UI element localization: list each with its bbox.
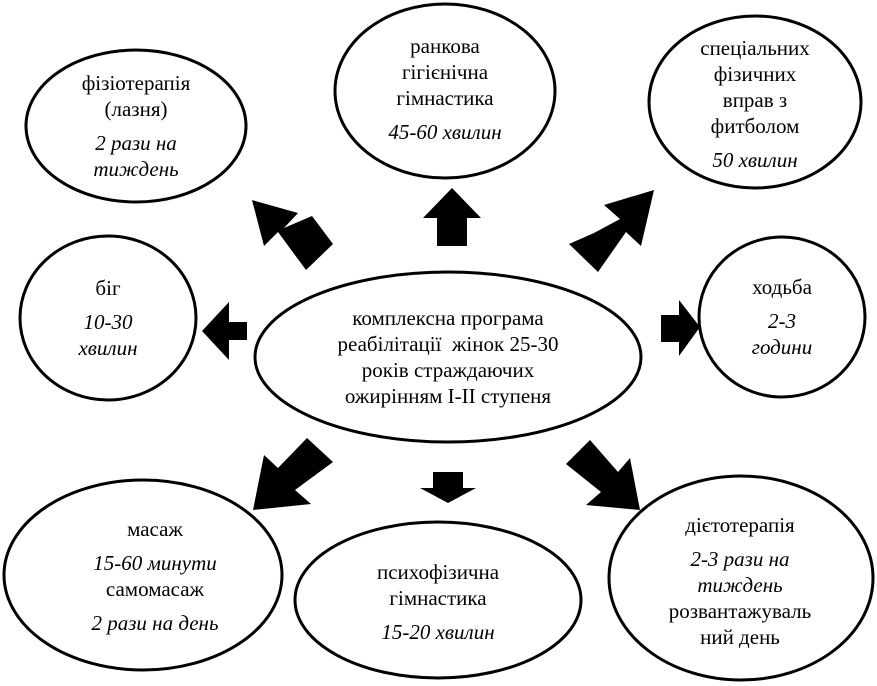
node-massage-extra-1: самомасаж — [105, 577, 205, 601]
node-physiotherapy — [46, 62, 226, 190]
node-morning-gym-title-3: гімнастика — [396, 86, 494, 110]
node-diet-title-1: дієтотерапія — [685, 513, 795, 537]
node-diet-detail-1: 2-3 рази на — [690, 547, 790, 571]
node-walking-title-1: ходьба — [752, 275, 812, 299]
node-morning-gym-detail-1: 45-60 хвилин — [388, 120, 502, 144]
arrow-to-diet — [566, 440, 640, 510]
node-massage-extra-detail-1: 2 рази на день — [91, 611, 219, 635]
node-center — [288, 300, 608, 414]
node-walking — [712, 262, 852, 372]
node-psycho-gym — [338, 552, 538, 652]
node-physiotherapy-detail-2: тиждень — [93, 157, 179, 181]
node-diet — [640, 506, 840, 656]
node-psycho-gym-title-1: психофізична — [376, 560, 500, 584]
center-line-4: ожирінням І-ІІ ступеня — [344, 384, 552, 408]
center-line-1: комплексна програма — [352, 306, 544, 330]
node-morning-gym — [355, 24, 535, 154]
node-fitball-title-4: фитболом — [710, 114, 800, 138]
arrow-to-morning-gym — [423, 188, 481, 246]
arrow-to-psycho-gym — [420, 472, 476, 503]
node-walking-detail-2: години — [751, 335, 813, 359]
arrow-to-fitball — [569, 190, 654, 272]
node-morning-gym-title-1: ранкова — [410, 34, 480, 58]
node-psycho-gym-detail-1: 15-20 хвилин — [381, 620, 495, 644]
node-diet-extra-2: ний день — [700, 625, 780, 649]
center-line-3: років страждаючих — [361, 358, 535, 382]
node-physiotherapy-detail-1: 2 рази на — [95, 131, 177, 155]
node-walking-detail-1: 2-3 — [768, 309, 796, 333]
node-physiotherapy-title-2: (лазня) — [104, 97, 168, 121]
node-running-detail-2: хвилин — [78, 336, 138, 360]
node-fitball — [670, 30, 840, 178]
node-psycho-gym-title-2: гімнастика — [389, 586, 487, 610]
center-line-2: реабілітації жінок 25-30 — [337, 332, 559, 356]
arrow-to-running — [202, 302, 247, 360]
arrow-to-physiotherapy — [252, 200, 333, 270]
node-diet-detail-2: тиждень — [697, 573, 783, 597]
node-running — [38, 268, 178, 368]
node-morning-gym-title-2: гігієнічна — [401, 60, 489, 84]
node-fitball-detail-1: 50 хвилин — [712, 148, 798, 172]
node-fitball-title-1: спеціальних — [700, 36, 810, 60]
node-massage — [40, 506, 270, 646]
node-running-title-1: біг — [95, 276, 121, 300]
node-massage-title-1: масаж — [127, 517, 183, 541]
node-fitball-title-2: фізичних — [713, 62, 797, 86]
arrow-to-walking — [661, 300, 700, 356]
arrow-to-massage — [253, 438, 333, 510]
node-physiotherapy-title-1: фізіотерапія — [81, 71, 191, 95]
node-running-detail-1: 10-30 — [83, 310, 133, 334]
node-fitball-title-3: вправ з — [722, 88, 788, 112]
node-diet-extra-1: розвантажуваль — [668, 599, 812, 623]
node-massage-detail-1: 15-60 минути — [93, 551, 217, 575]
